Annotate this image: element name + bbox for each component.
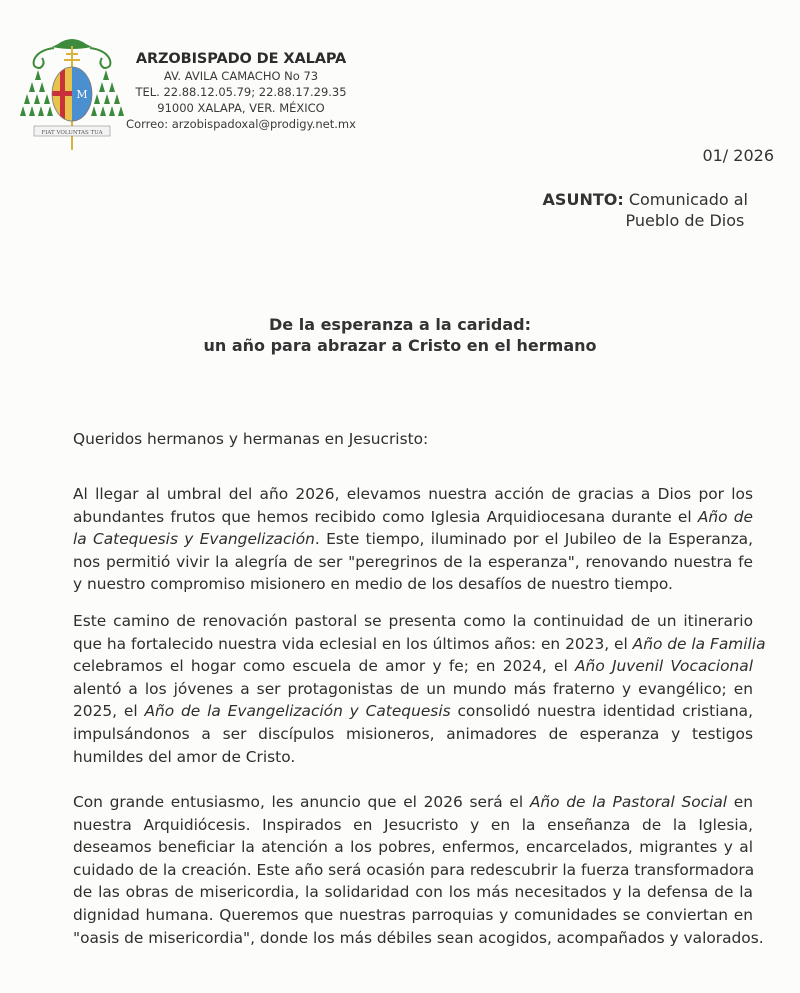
text-line: y nuestro compromiso misionero en medio de los desafíos de nuestro tiempo. — [73, 575, 673, 594]
title-line2: un año para abrazar a Cristo en el hermano — [203, 336, 597, 355]
text-line: de las obras de misericordia, la solidaridad con los más necesitados y la defensa de la — [73, 883, 753, 902]
text-span: que ha fortalecido nuestra vida eclesial en los últimos años: en 2023, el — [73, 634, 633, 653]
text-line: "oasis de misericordia", donde los más débiles sean acogidos, acompañados y valorados. — [73, 928, 764, 947]
text-span: celebramos el hogar como escuela de amor y fe; en 2024, el — [73, 657, 576, 676]
organization-address: AV. AVILA CAMACHO No 73 — [163, 69, 319, 83]
text-line — [73, 791, 753, 814]
subject-text-line1: Comunicado al — [628, 190, 748, 209]
text-line: Este camino de renovación pastoral se presenta como la continuidad de un itinerario — [73, 612, 753, 630]
text-line: humildes del amor de Cristo. — [73, 747, 296, 766]
subject-text-line2: Pueblo de Dios — [625, 211, 745, 230]
document-title — [0, 314, 800, 356]
italic-text: la Catequesis y Evangelización — [73, 530, 315, 549]
paragraph-1 — [73, 483, 753, 596]
text-span: Con grande entusiasmo, les anuncio que el 2026 será el — [73, 793, 530, 811]
text-span: . Este tiempo, iluminado por el Jubileo de la Esperanza, — [314, 530, 753, 549]
text-line: Al llegar al umbral del año 2026, elevamos nuestra acción de gracias a Dios por los — [73, 485, 753, 503]
text-line: nuestra Arquidiócesis. Inspirados en Jesucristo y en la enseñanza de la Iglesia, — [73, 815, 753, 834]
text-line — [73, 506, 753, 529]
paragraph-3 — [73, 791, 764, 949]
text-span: consolidó nuestra identidad cristiana, — [450, 702, 754, 721]
italic-text: Año de — [697, 507, 753, 526]
text-span: abundantes frutos que hemos recibido como Iglesia Arquidiocesana durante el — [73, 507, 698, 526]
organization-phone: TEL. 22.88.12.05.79; 22.88.17.29.35 — [135, 85, 347, 99]
italic-text: Año de la Pastoral Social — [529, 793, 728, 811]
organization-name: ARZOBISPADO DE XALAPA — [135, 51, 347, 67]
text-line: dignidad humana. Queremos que nuestras parroquias y comunidades se conviertan en — [73, 905, 753, 924]
svg-text:FIAT VOLUNTAS TUA: FIAT VOLUNTAS TUA — [41, 130, 103, 136]
text-span: 2025, el — [73, 702, 145, 721]
text-line: alentó a los jóvenes a ser protagonistas de un mundo más fraterno y evangélico; en — [73, 679, 753, 698]
text-line — [73, 700, 753, 723]
title-line1: De la esperanza a la caridad: — [269, 315, 531, 334]
subject-block — [543, 189, 748, 231]
salutation: Queridos hermanos y hermanas en Jesucristo: — [73, 430, 429, 448]
text-line: impulsándonos a ser discípulos misioneros, animadores de esperanza y testigos — [73, 724, 753, 743]
text-span: en — [727, 793, 753, 811]
text-line: nos permitió vivir la alegría de ser "peregrinos de la esperanza", renovando nuestra fe — [73, 552, 753, 571]
text-line — [73, 633, 766, 656]
paragraph-2 — [73, 610, 766, 768]
svg-text:M: M — [76, 88, 88, 101]
letterhead — [10, 30, 370, 150]
organization-email: Correo: arzobispadoxal@prodigy.net.mx — [126, 117, 356, 131]
text-line — [73, 655, 753, 678]
reference-number: 01/ 2026 — [702, 146, 774, 165]
text-line: deseamos beneficiar la atención a los pobres, enfermos, encarcelados, migrantes y al — [73, 838, 753, 857]
subject-label: ASUNTO: — [542, 190, 624, 209]
organization-info — [126, 50, 356, 132]
italic-text: Año de la Evangelización y Catequesis — [144, 702, 451, 721]
text-line — [73, 528, 753, 551]
italic-text: Año de la Familia — [632, 634, 766, 653]
italic-text: Año Juvenil Vocacional — [575, 657, 753, 676]
coat-of-arms-icon — [20, 34, 125, 150]
organization-city: 91000 XALAPA, VER. MÉXICO — [157, 101, 325, 115]
text-line: cuidado de la creación. Este año será ocasión para redescubrir la fuerza transformadora — [73, 860, 755, 879]
